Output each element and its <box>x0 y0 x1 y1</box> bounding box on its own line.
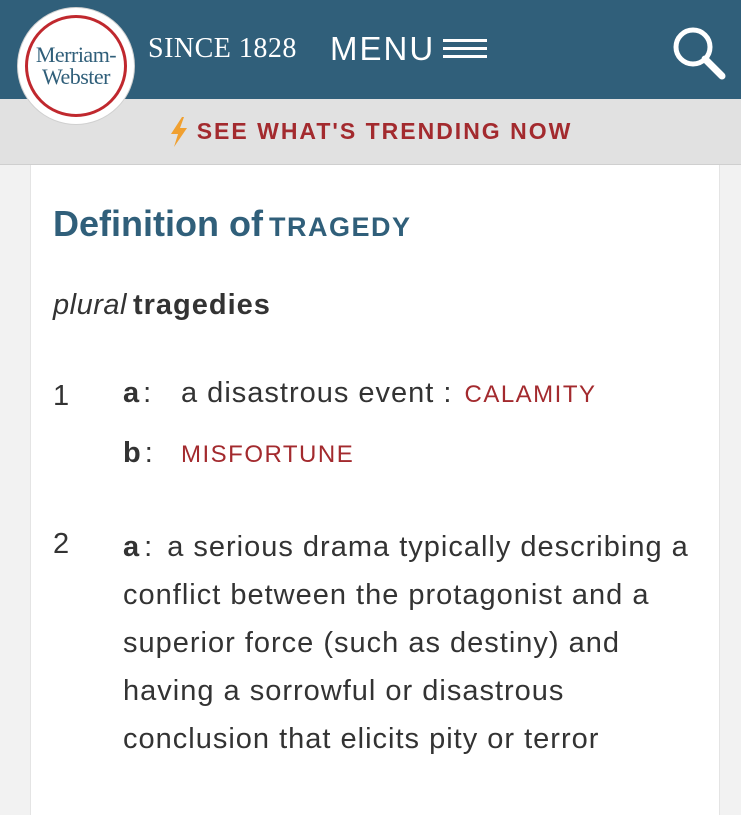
logo-line-1: Merriam- <box>35 42 117 67</box>
sense-number: 1 <box>53 380 70 412</box>
sense-definition: a : a serious drama typically describing a conflict between the protagonist and a superior force (such as destiny) and having a sorrowful or disastrous conclusion that elicits pity or terror <box>123 531 689 755</box>
synonym-link-misfortune[interactable]: MISFORTUNE <box>181 441 355 468</box>
sense-letter: b : <box>123 437 153 469</box>
sense-definition <box>181 377 597 410</box>
synonym-link-calamity[interactable]: CALAMITY <box>464 381 597 408</box>
site-header <box>0 0 741 99</box>
sense-letter: a : <box>123 377 152 409</box>
search-icon[interactable] <box>670 24 726 80</box>
sense-number: 2 <box>53 528 70 560</box>
since-tagline: SINCE 1828 <box>148 33 297 64</box>
merriam-webster-logo[interactable] <box>18 8 134 124</box>
menu-label: MENU <box>330 30 436 67</box>
definition-heading <box>53 203 411 245</box>
hamburger-icon <box>443 37 487 61</box>
trending-link[interactable]: SEE WHAT'S TRENDING NOW <box>196 118 573 144</box>
menu-button[interactable] <box>330 30 487 68</box>
logo-ring <box>25 15 127 117</box>
plural-label: plural <box>53 289 127 321</box>
definition-prefix: Definition of <box>53 203 263 244</box>
headword: TRAGEDY <box>268 212 412 242</box>
definition-text: a serious drama typically describing a conflict between the protagonist and a superior force (such as destiny) and having a sorrowful or disastrous conclusion that elicits pity or terror <box>123 531 689 755</box>
sense-letter: a <box>123 531 141 563</box>
sense-definition <box>169 437 354 470</box>
lightning-bolt-icon <box>169 117 189 147</box>
logo-line-2: Webster <box>41 64 111 89</box>
definition-text: a disastrous event : <box>181 377 453 409</box>
definition-card <box>30 165 720 815</box>
plural-word: tragedies <box>132 289 271 321</box>
plural-form <box>53 289 271 322</box>
